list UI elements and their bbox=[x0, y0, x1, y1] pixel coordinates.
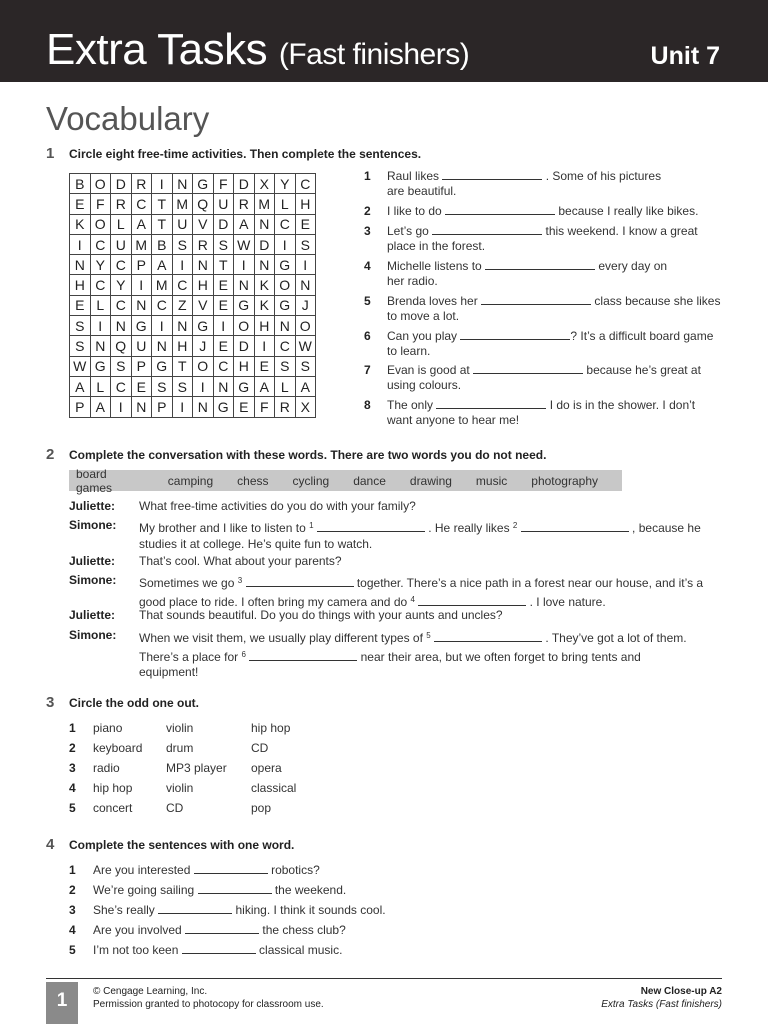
grid-letter[interactable]: E bbox=[234, 397, 255, 417]
speaker-name: Juliette: bbox=[69, 499, 116, 513]
grid-letter[interactable]: C bbox=[275, 336, 296, 356]
grid-letter[interactable]: C bbox=[275, 214, 296, 234]
grid-row bbox=[70, 174, 316, 194]
sentence-item bbox=[69, 903, 569, 917]
grid-letter[interactable]: T bbox=[152, 194, 173, 214]
grid-letter[interactable]: N bbox=[193, 255, 214, 275]
grid-letter[interactable]: Y bbox=[90, 255, 111, 275]
grid-letter[interactable]: B bbox=[70, 174, 91, 194]
title-text: Extra Tasks bbox=[46, 25, 268, 74]
book-title: New Close-up A2 bbox=[640, 986, 722, 997]
grid-letter[interactable]: O bbox=[90, 214, 111, 234]
answer-blank[interactable] bbox=[182, 943, 256, 954]
answer-blank[interactable] bbox=[185, 923, 259, 934]
sentence-item bbox=[69, 883, 569, 897]
speaker-name: Juliette: bbox=[69, 554, 116, 568]
sentence-text: The only I do is in the shower. I don’t want anyone to hear me! bbox=[387, 398, 696, 427]
word-choice[interactable]: hip hop bbox=[93, 781, 133, 795]
grid-letter[interactable]: D bbox=[254, 234, 275, 254]
word-choice[interactable]: violin bbox=[166, 721, 194, 735]
exercise-instruction: Complete the conversation with these words. There are two words you do not need. bbox=[69, 448, 547, 462]
item-number: 4 bbox=[364, 259, 371, 273]
grid-row bbox=[70, 275, 316, 295]
grid-letter[interactable]: S bbox=[213, 234, 234, 254]
speaker-name: Simone: bbox=[69, 518, 117, 532]
grid-letter[interactable]: H bbox=[254, 316, 275, 336]
word-choice[interactable]: MP3 player bbox=[166, 761, 227, 775]
gap-number: 4 bbox=[410, 594, 415, 604]
grid-letter[interactable]: A bbox=[295, 376, 316, 396]
footer-divider bbox=[46, 978, 722, 979]
grid-letter[interactable]: O bbox=[295, 316, 316, 336]
dialogue-text: When we visit them, we usually play different types of $^5$ . They’ve got a lot of them. There’s a place for $^6$ near their area, but we often forget to bring tents and equipment! bbox=[139, 631, 687, 679]
grid-letter[interactable]: W bbox=[295, 336, 316, 356]
answer-blank[interactable] bbox=[436, 398, 546, 409]
sentence-item bbox=[364, 259, 734, 289]
word-choice[interactable]: violin bbox=[166, 781, 194, 795]
title-subtitle: (Fast finishers) bbox=[278, 38, 470, 71]
answer-blank[interactable] bbox=[442, 169, 542, 180]
dialogue-text: What free-time activities do you do with your family? bbox=[139, 499, 416, 513]
grid-letter[interactable]: I bbox=[152, 316, 173, 336]
grid-letter[interactable]: R bbox=[193, 234, 214, 254]
word-option: music bbox=[475, 473, 508, 488]
grid-letter[interactable]: I bbox=[172, 255, 193, 275]
odd-row bbox=[69, 721, 369, 737]
grid-letter[interactable]: G bbox=[193, 316, 214, 336]
sentence-item bbox=[364, 329, 734, 359]
gap-number: 6 bbox=[241, 649, 246, 659]
grid-letter[interactable]: M bbox=[172, 194, 193, 214]
grid-letter[interactable]: P bbox=[152, 397, 173, 417]
sentence-item bbox=[69, 863, 569, 877]
grid-letter[interactable]: P bbox=[70, 397, 91, 417]
grid-letter[interactable]: N bbox=[152, 336, 173, 356]
item-number: 2 bbox=[364, 204, 371, 218]
grid-letter[interactable]: G bbox=[193, 174, 214, 194]
dialogue-line bbox=[69, 518, 729, 552]
grid-letter[interactable]: O bbox=[275, 275, 296, 295]
grid-letter[interactable]: O bbox=[193, 356, 214, 376]
item-number: 6 bbox=[364, 329, 371, 343]
item-number: 7 bbox=[364, 363, 371, 377]
grid-letter[interactable]: A bbox=[254, 376, 275, 396]
grid-letter[interactable]: E bbox=[70, 194, 91, 214]
book-subtitle: Extra Tasks (Fast finishers) bbox=[601, 999, 722, 1010]
grid-letter[interactable]: C bbox=[131, 194, 152, 214]
grid-letter[interactable]: N bbox=[193, 397, 214, 417]
grid-letter[interactable]: H bbox=[70, 275, 91, 295]
exercise-instruction: Circle eight free-time activities. Then complete the sentences. bbox=[69, 147, 422, 161]
grid-letter[interactable]: R bbox=[234, 194, 255, 214]
grid-letter[interactable]: I bbox=[234, 255, 255, 275]
grid-letter[interactable]: C bbox=[295, 174, 316, 194]
item-number: 5 bbox=[364, 294, 371, 308]
odd-row bbox=[69, 801, 369, 817]
grid-letter[interactable]: T bbox=[172, 356, 193, 376]
grid-letter[interactable]: L bbox=[90, 295, 111, 315]
grid-letter[interactable]: R bbox=[131, 174, 152, 194]
grid-letter[interactable]: U bbox=[111, 234, 132, 254]
page-title bbox=[46, 25, 470, 74]
page-header bbox=[0, 0, 768, 82]
grid-letter[interactable]: S bbox=[295, 356, 316, 376]
word-choice[interactable]: classical bbox=[251, 781, 297, 795]
grid-letter[interactable]: A bbox=[152, 255, 173, 275]
grid-letter[interactable]: I bbox=[70, 234, 91, 254]
grid-letter[interactable]: N bbox=[275, 316, 296, 336]
grid-letter[interactable]: E bbox=[213, 336, 234, 356]
dialogue-line bbox=[69, 608, 729, 624]
grid-letter[interactable]: N bbox=[111, 316, 132, 336]
item-number: 3 bbox=[69, 903, 76, 917]
grid-letter[interactable]: K bbox=[254, 275, 275, 295]
grid-letter[interactable]: Q bbox=[193, 194, 214, 214]
grid-letter[interactable]: F bbox=[213, 174, 234, 194]
word-choice[interactable]: keyboard bbox=[93, 741, 143, 755]
answer-blank[interactable] bbox=[521, 521, 629, 532]
grid-letter[interactable]: O bbox=[90, 174, 111, 194]
grid-letter[interactable]: C bbox=[111, 376, 132, 396]
dialogue-text: That sounds beautiful. Do you do things with your aunts and uncles? bbox=[139, 608, 503, 622]
grid-letter[interactable]: K bbox=[70, 214, 91, 234]
grid-letter[interactable]: G bbox=[234, 295, 255, 315]
word-choice[interactable]: opera bbox=[251, 761, 282, 775]
grid-letter[interactable]: C bbox=[111, 295, 132, 315]
grid-letter[interactable]: I bbox=[90, 316, 111, 336]
answer-blank[interactable] bbox=[473, 363, 583, 374]
word-choice[interactable]: piano bbox=[93, 721, 123, 735]
grid-letter[interactable]: R bbox=[111, 194, 132, 214]
exercise-number: 2 bbox=[46, 446, 55, 463]
grid-letter[interactable]: S bbox=[70, 336, 91, 356]
word-choice[interactable]: CD bbox=[251, 741, 269, 755]
odd-row bbox=[69, 761, 369, 777]
answer-blank[interactable] bbox=[246, 576, 354, 587]
grid-letter[interactable]: L bbox=[90, 376, 111, 396]
sentence-text: She’s really hiking. I think it sounds cool. bbox=[93, 903, 386, 917]
grid-row bbox=[70, 194, 316, 214]
word-choice[interactable]: drum bbox=[166, 741, 194, 755]
exercise-number: 3 bbox=[46, 694, 55, 711]
grid-letter[interactable]: J bbox=[193, 336, 214, 356]
item-number: 1 bbox=[69, 863, 76, 877]
sentence-item bbox=[364, 204, 734, 219]
answer-blank[interactable] bbox=[194, 863, 268, 874]
speaker-name: Simone: bbox=[69, 628, 117, 642]
grid-letter[interactable]: G bbox=[131, 316, 152, 336]
item-number: 5 bbox=[69, 801, 76, 815]
dialogue-text: My brother and I like to listen to $^1$ . He really likes $^2$ , because he studies it at college. He’s quite fun to watch. bbox=[139, 521, 701, 551]
grid-letter[interactable]: A bbox=[70, 376, 91, 396]
grid-letter[interactable]: N bbox=[234, 275, 255, 295]
gap-number: 5 bbox=[426, 631, 431, 640]
grid-letter[interactable]: A bbox=[131, 214, 152, 234]
dialogue-text: That’s cool. What about your parents? bbox=[139, 554, 342, 568]
sentence-item bbox=[69, 923, 569, 937]
footer-left bbox=[93, 985, 324, 1011]
item-number: 3 bbox=[364, 224, 371, 238]
grid-letter[interactable]: R bbox=[275, 397, 296, 417]
grid-letter[interactable]: X bbox=[295, 397, 316, 417]
grid-letter[interactable]: E bbox=[213, 295, 234, 315]
footer-right bbox=[601, 985, 722, 1011]
grid-letter[interactable]: C bbox=[213, 356, 234, 376]
item-number: 4 bbox=[69, 781, 76, 795]
answer-blank[interactable] bbox=[418, 595, 526, 606]
sentence-item bbox=[364, 224, 734, 254]
grid-letter[interactable]: I bbox=[152, 174, 173, 194]
answer-blank[interactable] bbox=[158, 903, 232, 914]
word-choice[interactable]: radio bbox=[93, 761, 120, 775]
sentence-text: Michelle listens to every day on her radio. bbox=[387, 259, 668, 288]
word-option: board games bbox=[76, 466, 113, 495]
grid-letter[interactable]: N bbox=[172, 316, 193, 336]
word-choice[interactable]: concert bbox=[93, 801, 133, 815]
grid-letter[interactable]: U bbox=[131, 336, 152, 356]
grid-letter[interactable]: V bbox=[193, 295, 214, 315]
answer-blank[interactable] bbox=[434, 631, 542, 642]
sentence-item bbox=[364, 294, 734, 324]
grid-letter[interactable]: Q bbox=[111, 336, 132, 356]
item-number: 4 bbox=[69, 923, 76, 937]
grid-letter[interactable]: N bbox=[254, 214, 275, 234]
item-number: 5 bbox=[69, 943, 76, 957]
sentence-text: Are you interested robotics? bbox=[93, 863, 320, 877]
item-number: 1 bbox=[69, 721, 76, 735]
grid-letter[interactable]: D bbox=[234, 336, 255, 356]
grid-letter[interactable]: U bbox=[213, 194, 234, 214]
grid-letter[interactable]: W bbox=[70, 356, 91, 376]
gap-number: 1 bbox=[309, 521, 314, 530]
grid-letter[interactable]: L bbox=[275, 194, 296, 214]
word-choice[interactable]: CD bbox=[166, 801, 184, 815]
grid-letter[interactable]: E bbox=[213, 275, 234, 295]
grid-letter[interactable]: K bbox=[254, 295, 275, 315]
sentence-item bbox=[364, 169, 734, 199]
odd-row bbox=[69, 781, 369, 797]
word-box bbox=[69, 466, 622, 495]
grid-letter[interactable]: S bbox=[70, 316, 91, 336]
section-title: Vocabulary bbox=[46, 100, 210, 137]
speaker-name: Juliette: bbox=[69, 608, 116, 622]
grid-letter[interactable]: L bbox=[111, 214, 132, 234]
grid-letter[interactable]: H bbox=[172, 336, 193, 356]
grid-letter[interactable]: N bbox=[70, 255, 91, 275]
grid-letter[interactable]: S bbox=[295, 234, 316, 254]
grid-letter[interactable]: L bbox=[275, 376, 296, 396]
grid-row bbox=[70, 214, 316, 234]
grid-letter[interactable]: S bbox=[172, 234, 193, 254]
dialogue-line bbox=[69, 554, 729, 570]
word-option: camping bbox=[167, 473, 214, 488]
grid-letter[interactable]: G bbox=[152, 356, 173, 376]
grid-letter[interactable]: I bbox=[111, 397, 132, 417]
grid-letter[interactable]: N bbox=[295, 275, 316, 295]
sentence-text: Can you play ? It’s a difficult board game to learn. bbox=[387, 329, 714, 358]
grid-letter[interactable]: F bbox=[90, 194, 111, 214]
grid-letter[interactable]: B bbox=[152, 234, 173, 254]
sentence-item bbox=[69, 943, 569, 957]
word-search-grid[interactable] bbox=[69, 173, 316, 418]
sentence-item bbox=[364, 398, 734, 428]
grid-row bbox=[70, 397, 316, 417]
grid-letter[interactable]: C bbox=[111, 255, 132, 275]
copyright: © Cengage Learning, Inc. bbox=[93, 986, 208, 997]
grid-letter[interactable]: W bbox=[234, 234, 255, 254]
word-option: chess bbox=[237, 473, 269, 488]
grid-row bbox=[70, 336, 316, 356]
grid-letter[interactable]: M bbox=[131, 234, 152, 254]
grid-letter[interactable]: M bbox=[254, 194, 275, 214]
item-number: 8 bbox=[364, 398, 371, 412]
grid-row bbox=[70, 356, 316, 376]
grid-letter[interactable]: D bbox=[111, 174, 132, 194]
answer-blank[interactable] bbox=[460, 329, 570, 340]
grid-letter[interactable]: N bbox=[254, 255, 275, 275]
grid-letter[interactable]: I bbox=[131, 275, 152, 295]
answer-blank[interactable] bbox=[317, 521, 425, 532]
grid-letter[interactable]: N bbox=[172, 174, 193, 194]
gap-number: 3 bbox=[237, 576, 243, 585]
grid-letter[interactable]: M bbox=[152, 275, 173, 295]
answer-blank[interactable] bbox=[432, 224, 542, 235]
odd-row bbox=[69, 741, 369, 757]
grid-letter[interactable]: I bbox=[254, 336, 275, 356]
grid-letter[interactable]: U bbox=[172, 214, 193, 234]
sentence-text: We’re going sailing the weekend. bbox=[93, 883, 347, 897]
grid-row bbox=[70, 316, 316, 336]
grid-letter[interactable]: J bbox=[295, 295, 316, 315]
word-choice[interactable]: pop bbox=[251, 801, 272, 815]
grid-letter[interactable]: F bbox=[254, 397, 275, 417]
grid-letter[interactable]: N bbox=[90, 336, 111, 356]
grid-letter[interactable]: D bbox=[234, 174, 255, 194]
grid-letter[interactable]: N bbox=[131, 397, 152, 417]
grid-letter[interactable]: C bbox=[90, 275, 111, 295]
grid-letter[interactable]: Y bbox=[275, 174, 296, 194]
gap-number: 2 bbox=[512, 521, 518, 530]
sentence-text: Are you involved the chess club? bbox=[93, 923, 346, 937]
grid-letter[interactable]: E bbox=[70, 295, 91, 315]
grid-letter[interactable]: I bbox=[193, 376, 214, 396]
grid-letter[interactable]: P bbox=[131, 356, 152, 376]
grid-letter[interactable]: N bbox=[131, 295, 152, 315]
grid-letter[interactable]: T bbox=[213, 255, 234, 275]
grid-letter[interactable]: T bbox=[152, 214, 173, 234]
grid-letter[interactable]: N bbox=[213, 376, 234, 396]
answer-blank[interactable] bbox=[249, 650, 357, 661]
sentence-text: Evan is good at because he’s great at using colours. bbox=[387, 363, 701, 392]
sentence-item bbox=[364, 363, 734, 393]
grid-row bbox=[70, 376, 316, 396]
grid-letter[interactable]: G bbox=[234, 376, 255, 396]
speaker-name: Simone: bbox=[69, 573, 117, 587]
word-choice[interactable]: hip hop bbox=[251, 721, 291, 735]
grid-row bbox=[70, 255, 316, 275]
grid-letter[interactable]: G bbox=[90, 356, 111, 376]
item-number: 3 bbox=[69, 761, 76, 775]
grid-letter[interactable]: I bbox=[295, 255, 316, 275]
grid-letter[interactable]: E bbox=[254, 356, 275, 376]
grid-letter[interactable]: I bbox=[275, 234, 296, 254]
word-option: cycling bbox=[292, 473, 330, 488]
permission-note: Permission granted to photocopy for classroom use. bbox=[93, 999, 324, 1010]
exercise-instruction: Complete the sentences with one word. bbox=[69, 838, 295, 852]
sentence-text: Raul likes . Some of his pictures are beautiful. bbox=[387, 169, 662, 198]
grid-letter[interactable]: S bbox=[111, 356, 132, 376]
grid-letter[interactable]: E bbox=[131, 376, 152, 396]
item-number: 2 bbox=[69, 883, 76, 897]
answer-blank[interactable] bbox=[198, 883, 272, 894]
item-number: 2 bbox=[69, 741, 76, 755]
grid-letter[interactable]: S bbox=[152, 376, 173, 396]
page-number: 1 bbox=[46, 982, 78, 1024]
grid-row bbox=[70, 234, 316, 254]
grid-letter[interactable]: G bbox=[275, 295, 296, 315]
grid-letter[interactable]: H bbox=[234, 356, 255, 376]
grid-letter[interactable]: G bbox=[275, 255, 296, 275]
sentence-text: I like to do because I really like bikes. bbox=[387, 204, 699, 218]
dialogue-line bbox=[69, 628, 729, 681]
dialogue-text: Sometimes we go $^3$ together. There’s a nice path in a forest near our house, and it’s a good place to ride. I often bring my camera and do $^4$ . I love nature. bbox=[139, 576, 704, 609]
grid-letter[interactable]: Z bbox=[172, 295, 193, 315]
grid-letter[interactable]: Y bbox=[111, 275, 132, 295]
word-option: dance bbox=[353, 473, 386, 488]
grid-letter[interactable]: O bbox=[234, 316, 255, 336]
word-option: drawing bbox=[409, 473, 452, 488]
exercise-number: 1 bbox=[46, 145, 55, 162]
grid-letter[interactable]: C bbox=[152, 295, 173, 315]
sentence-text: Let’s go this weekend. I know a great place in the forest. bbox=[387, 224, 698, 253]
dialogue-line bbox=[69, 573, 729, 610]
grid-letter[interactable]: C bbox=[172, 275, 193, 295]
grid-letter[interactable]: S bbox=[172, 376, 193, 396]
word-option: photography bbox=[531, 473, 598, 488]
grid-letter[interactable]: H bbox=[193, 275, 214, 295]
grid-letter[interactable]: E bbox=[295, 214, 316, 234]
grid-letter[interactable]: G bbox=[213, 397, 234, 417]
grid-letter[interactable]: A bbox=[90, 397, 111, 417]
grid-letter[interactable]: D bbox=[213, 214, 234, 234]
exercise-number: 4 bbox=[46, 836, 55, 853]
answer-blank[interactable] bbox=[481, 294, 591, 305]
dialogue-line bbox=[69, 499, 729, 515]
grid-letter[interactable]: I bbox=[213, 316, 234, 336]
grid-row bbox=[70, 295, 316, 315]
sentence-text: I’m not too keen classical music. bbox=[93, 943, 343, 957]
sentence-text: Brenda loves her class because she likes to move a lot. bbox=[387, 294, 721, 323]
grid-letter[interactable]: I bbox=[172, 397, 193, 417]
grid-letter[interactable]: H bbox=[295, 194, 316, 214]
grid-letter[interactable]: S bbox=[275, 356, 296, 376]
grid-letter[interactable]: C bbox=[90, 234, 111, 254]
unit-label: Unit 7 bbox=[650, 42, 720, 70]
answer-blank[interactable] bbox=[445, 204, 555, 215]
grid-letter[interactable]: X bbox=[254, 174, 275, 194]
item-number: 1 bbox=[364, 169, 371, 183]
grid-letter[interactable]: V bbox=[193, 214, 214, 234]
exercise-instruction: Circle the odd one out. bbox=[69, 696, 200, 710]
answer-blank[interactable] bbox=[485, 259, 595, 270]
grid-letter[interactable]: A bbox=[234, 214, 255, 234]
grid-letter[interactable]: P bbox=[131, 255, 152, 275]
